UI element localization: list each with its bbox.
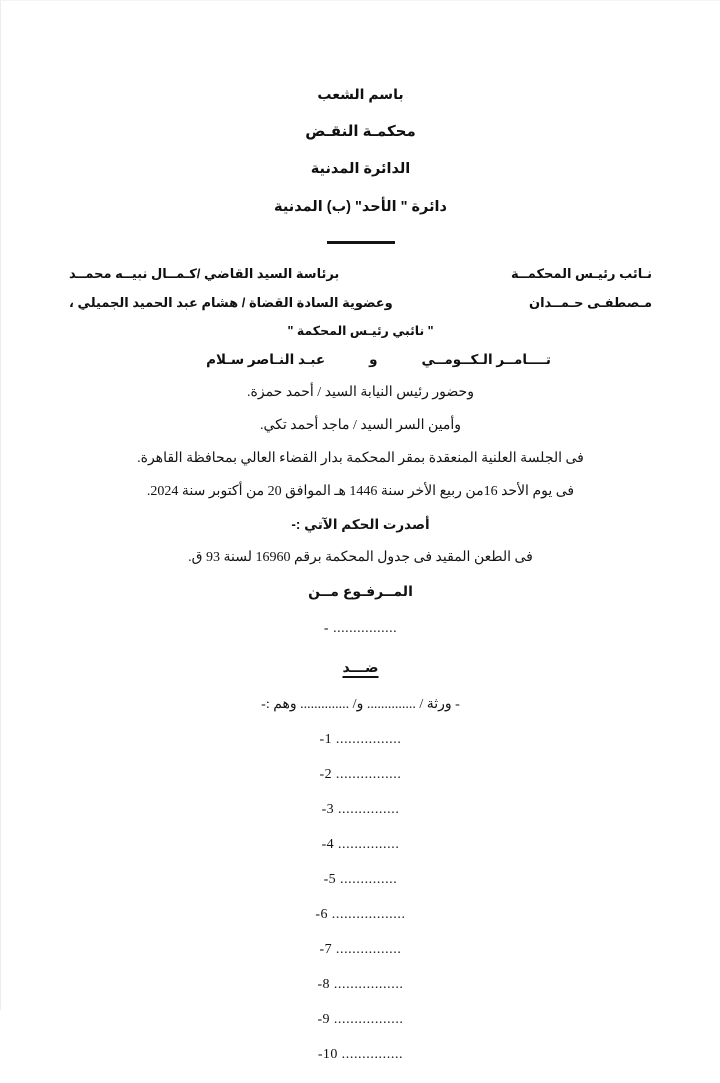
respondent-dots: ................. <box>333 1011 404 1027</box>
member-judges-row <box>63 296 658 309</box>
respondent-number: 7- <box>319 941 332 957</box>
case-registration-line: فى الطعن المقيد فى جدول المحكمة برقم 16960 لسنة 93 ق. <box>188 549 533 565</box>
header-civil-division: الدائرة المدنية <box>310 161 411 177</box>
respondent-number: 5- <box>323 871 337 887</box>
member-judge-name-3: تــــامــر الـكــومــي <box>421 351 551 367</box>
session-venue-line: فى الجلسة العلنية المنعقدة بمقر المحكمة بدار القضاء العالي بمحافظة القاهرة. <box>137 451 584 466</box>
list-item <box>63 1048 658 1062</box>
secretary-line: وأمين السر السيد / ماجد أحمد تكي. <box>259 418 462 433</box>
respondent-number: 1- <box>319 731 332 747</box>
respondent-dots: ................ <box>335 731 402 747</box>
document-header <box>63 87 658 214</box>
parties-block <box>63 584 658 1062</box>
session-date-line: فى يوم الأحد 16من ربيع الأخر سنة 1446 هـ الموافق 20 من أكتوبر سنة 2024. <box>146 484 575 499</box>
respondent-dots: .............. <box>339 871 398 887</box>
list-item <box>63 978 658 992</box>
presiding-judge-name: برئاسة السيد القاضي /كـمــال نبيــه محمــد <box>69 266 340 281</box>
list-item <box>63 908 658 922</box>
respondents-list <box>63 733 658 1062</box>
list-item <box>63 768 658 782</box>
respondent-number: 3- <box>321 801 335 817</box>
respondent-dots: ............... <box>337 801 400 817</box>
member-judges-names-row <box>63 353 658 367</box>
list-item <box>63 1013 658 1027</box>
respondent-dots: ................ <box>335 766 402 782</box>
header-divider-wrap <box>63 241 658 246</box>
respondents-intro-line: - ورثة / .............. و/ .............. وهم :- <box>261 696 460 712</box>
respondent-number: 2- <box>319 766 332 782</box>
respondent-dots: ............... <box>337 836 400 852</box>
member-judge-first-name: وعضوية السادة القضاة / هشام عبد الحميد الجميلي ، <box>69 295 393 310</box>
appellant-heading: المــرفـوع مــن <box>308 582 413 599</box>
member-judges-conjunction: و <box>369 351 378 367</box>
header-court-of-cassation: محكمـة النقـض <box>305 123 416 140</box>
header-in-name-of-people: باسم الشعب <box>317 86 404 102</box>
respondent-number: 4- <box>321 836 335 852</box>
respondent-dots: .................. <box>331 906 406 922</box>
respondent-number: 9- <box>317 1011 330 1027</box>
appellant-blank-field: ................ - <box>323 620 398 636</box>
presiding-judge-row <box>63 267 658 280</box>
header-chamber: دائرة " الأحد" (ب) المدنية <box>274 198 447 215</box>
respondent-dots: ............... <box>341 1046 404 1062</box>
respondent-dots: ................ <box>335 941 402 957</box>
respondent-number: 10- <box>317 1046 338 1062</box>
member-judge-second-name: مـصطفـى حـمــدان <box>528 295 652 310</box>
respondent-dots: ................. <box>333 976 404 992</box>
prosecutor-line: وحضور رئيس النيابة السيد / أحمد حمزة. <box>247 385 474 400</box>
session-block <box>63 386 658 565</box>
member-judge-name-4: عبـد النـاصر سـلام <box>206 351 326 367</box>
presiding-judge-title: نـائب رئيـس المحكمــة <box>510 266 652 281</box>
list-item <box>63 943 658 957</box>
respondent-number: 8- <box>317 976 330 992</box>
list-item <box>63 803 658 817</box>
ruling-intro-line: أصدرت الحكم الآتي :- <box>291 517 430 532</box>
list-item <box>63 838 658 852</box>
horizontal-rule-icon <box>327 241 395 244</box>
member-judges-title: " نائبي رئيـس المحكمة " <box>287 324 434 338</box>
respondent-number: 6- <box>315 906 328 922</box>
list-item <box>63 873 658 887</box>
list-item <box>63 733 658 747</box>
bench-block <box>63 267 658 366</box>
document-body <box>1 1 720 1083</box>
against-heading: ضـــد <box>342 658 379 675</box>
